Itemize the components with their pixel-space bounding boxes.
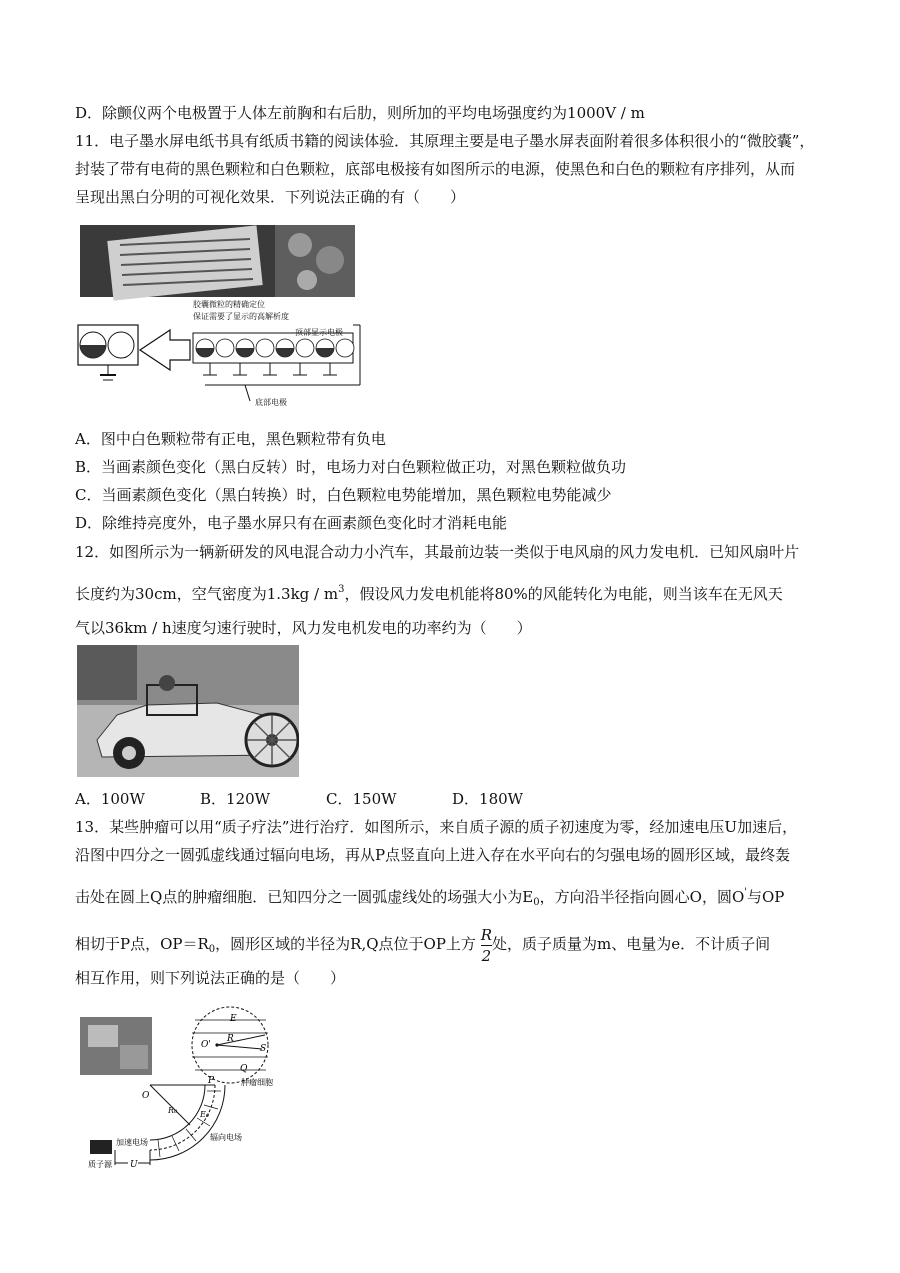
q11-stem-line-3: 呈现出黑白分明的可视化效果．下列说法正确的有（ ）	[75, 188, 466, 206]
wind-car-photo	[77, 645, 299, 777]
label-U: U	[130, 1160, 138, 1170]
q13-stem-line-1: 13．某些肿瘤可以用“质子疗法”进行治疗．如图所示，来自质子源的质子初速度为零，经加速电压U加速后，	[75, 818, 798, 836]
e-ink-diagram	[75, 225, 365, 410]
label-bottom-electrode: 底部电极	[255, 398, 287, 407]
q13-frac-den: 2	[481, 946, 492, 965]
label-capsule-position: 胶囊微粒的精确定位	[193, 300, 265, 309]
label-radial-field: 辐向电场	[210, 1133, 242, 1142]
label-S: S	[260, 1044, 267, 1054]
q10-option-d: D．除颤仪两个电极置于人体左前胸和右后肋，则所加的平均电场强度约为1000V / m	[75, 104, 645, 122]
proton-therapy-figure	[80, 1005, 310, 1175]
label-accel-field: 加速电场	[116, 1138, 148, 1147]
q13-stem-line-5: 相互作用，则下列说法正确的是（ ）	[75, 969, 346, 987]
label-resolution: 保证需要了显示的高解析度	[193, 312, 289, 321]
zoom-arrow	[140, 330, 190, 370]
q13-stem-line-3	[75, 883, 784, 913]
q12-stem-line-3: 气以36km / h速度匀速行驶时，风力发电机发电的功率约为（ ）	[75, 619, 532, 637]
q13-stem-3-prime: '	[744, 887, 747, 898]
q13-stem-3b: ，方向沿半径指向圆心O，圆O	[539, 888, 745, 906]
q12-option-a[interactable]: A．100W	[75, 790, 145, 808]
label-top-electrode: 顶部显示电极	[295, 328, 343, 337]
label-E: E	[230, 1014, 237, 1024]
q11-stem-line-1: 11．电子墨水屏电纸书具有纸质书籍的阅读体验．其原理主要是电子墨水屏表面附着很多体积很小的“微胶囊”，	[75, 132, 815, 150]
proton-diagram	[80, 1005, 310, 1175]
q12-stem-line-1: 12．如图所示为一辆新研发的风电混合动力小汽车，其最前边装一类似于电风扇的风力发电机．已知风扇叶片	[75, 543, 800, 561]
e-ink-figure	[75, 225, 365, 410]
q12-stem-2-sup: 3	[338, 584, 345, 595]
label-R0: R₀	[168, 1106, 178, 1115]
q13-stem-3a: 击处在圆上Q点的肿瘤细胞．已知四分之一圆弧虚线处的场强大小为E	[75, 888, 534, 906]
label-Q: Q	[240, 1064, 248, 1074]
label-E0: E₀	[200, 1110, 210, 1119]
q11-stem-line-2: 封装了带有电荷的黑色颗粒和白色颗粒，底部电极接有如图所示的电源，使黑色和白色的颗粒有序排列，从而	[75, 160, 796, 178]
q13-stem-3c: 与OP	[747, 888, 785, 906]
q11-option-a[interactable]: A．图中白色颗粒带有正电，黑色颗粒带有负电	[75, 430, 386, 448]
q13-stem-4c: 处，质子质量为m、电量为e．不计质子间	[492, 935, 771, 953]
q13-stem-4-sub: 0	[208, 944, 216, 955]
label-O: O	[142, 1091, 150, 1101]
q13-fraction	[481, 925, 492, 966]
q13-stem-line-4	[75, 922, 770, 972]
q12-stem-line-2	[75, 580, 783, 604]
label-R: R	[227, 1034, 234, 1044]
q12-option-d[interactable]: D．180W	[452, 790, 524, 808]
q13-frac-num: R	[480, 925, 492, 944]
label-tumor: 肿瘤细胞	[241, 1078, 273, 1087]
q11-option-c[interactable]: C．当画素颜色变化（黑白转换）时，白色颗粒电势能增加，黑色颗粒电势能减少	[75, 486, 612, 504]
q13-stem-3-sub: 0	[533, 897, 540, 908]
q12-option-c[interactable]: C．150W	[326, 790, 397, 808]
q12-stem-2a: 长度约为30cm，空气密度为1.3kg / m	[75, 585, 339, 603]
q11-option-b[interactable]: B．当画素颜色变化（黑白反转）时，电场力对白色颗粒做正功，对黑色颗粒做负功	[75, 458, 627, 476]
label-O-prime: O'	[201, 1040, 211, 1050]
label-proton-source: 质子源	[88, 1160, 112, 1169]
q13-stem-4a: 相切于P点，OP＝R	[75, 935, 209, 953]
q13-stem-line-2: 沿图中四分之一圆弧虚线通过辐向电场，再从P点竖直向上进入存在水平向右的匀强电场的圆形区域，最终轰	[75, 846, 791, 864]
proton-source-box	[90, 1140, 112, 1154]
q11-option-d[interactable]: D．除维持亮度外，电子墨水屏只有在画素颜色变化时才消耗电能	[75, 514, 508, 532]
q12-option-b[interactable]: B．120W	[200, 790, 271, 808]
wind-car-image	[77, 645, 299, 777]
q12-stem-2b: ，假设风力发电机能将80%的风能转化为电能，则当该车在无风天	[344, 585, 783, 603]
label-P: P	[208, 1076, 215, 1086]
q13-stem-4b: ，圆形区域的半径为R,Q点位于OP上方	[215, 935, 476, 953]
